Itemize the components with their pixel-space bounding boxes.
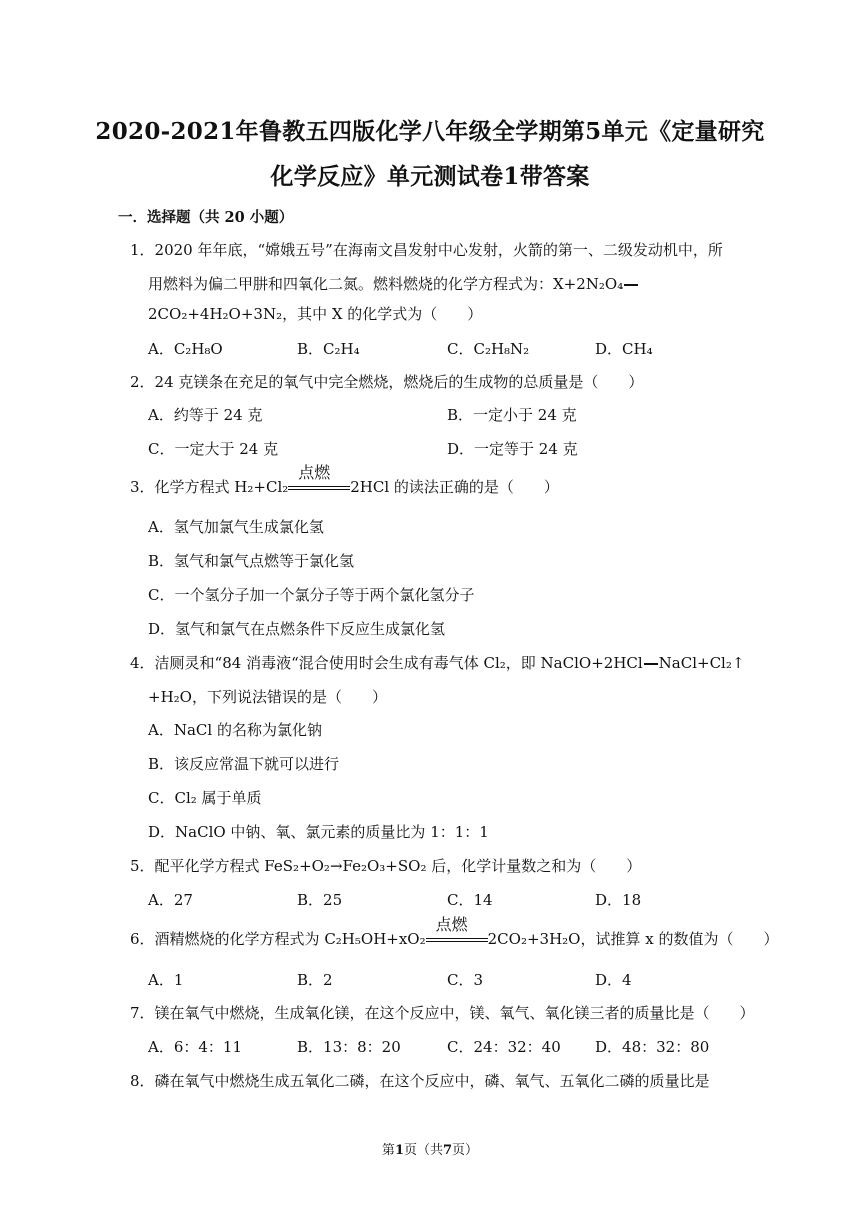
question-1-option-a: A．C₂H₈O (148, 340, 223, 358)
question-2-option-d: D．一定等于 24 克 (447, 440, 578, 458)
question-6-option-b: B．2 (297, 971, 333, 989)
reaction-condition-label: 点燃 (435, 915, 468, 934)
question-1-option-c: C．C₂H₈N₂ (447, 340, 530, 358)
question-7-option-b: B．13：8：20 (297, 1038, 401, 1056)
question-7-line1: 7．镁在氧气中燃烧，生成氧化镁，在这个反应中，镁、氧气、氧化镁三者的质量比是（ ） (130, 1004, 755, 1022)
page-footer: 第1页（共7页） (381, 1143, 479, 1158)
question-6-line1: 6．酒精燃烧的化学方程式为 C₂H₅OH+xO₂ 点燃 2CO₂+3H₂O，试推算 x 的数值为（ ） (130, 915, 779, 948)
question-6-option-a: A．1 (148, 971, 184, 989)
question-1-line3: 2CO₂+4H₂O+3N₂，其中 X 的化学式为（ ） (148, 305, 483, 323)
question-2-option-b: B．一定小于 24 克 (447, 406, 577, 424)
question-1-line2: 用燃料为偏二甲肼和四氧化二氮。燃料燃烧的化学方程式为：X+2N₂O₄ (148, 274, 639, 294)
question-3-option-a: A．氢气加氯气生成氯化氢 (148, 518, 324, 536)
question-5-option-b: B．25 (297, 891, 343, 909)
total-page-count: 7 (443, 1143, 453, 1158)
question-1-option-b: B．C₂H₄ (297, 340, 360, 358)
question-8-line1: 8．磷在氧气中燃烧生成五氧化二磷，在这个反应中，磷、氧气、五氧化二磷的质量比是 (130, 1072, 710, 1090)
question-2-line1: 2．24 克镁条在充足的氧气中完全燃烧，燃烧后的生成物的总质量是（ ） (130, 373, 644, 391)
question-4-option-c: C．Cl₂ 属于单质 (148, 789, 262, 807)
question-1-option-d: D．CH₄ (595, 340, 653, 358)
question-5-option-c: C．14 (447, 891, 493, 909)
question-5-option-d: D．18 (595, 891, 642, 909)
section-heading: 一．选择题（共 20 小题） (118, 209, 294, 226)
question-3-line1: 3．化学方程式 H₂+Cl₂ 点燃 2HCl 的读法正确的是（ ） (130, 463, 559, 496)
question-3-option-d: D．氢气和氯气在点燃条件下反应生成氯化氢 (148, 620, 446, 638)
question-4-line1: 4．洁厕灵和“84 消毒液“混合使用时会生成有毒气体 Cl₂，即 NaClO+2HCl NaCl+Cl₂↑ (130, 654, 745, 672)
document-title-line1: 2020-2021年鲁教五四版化学八年级全学期第5单元《定量研究 (95, 118, 765, 145)
question-4-option-b: B．该反应常温下就可以进行 (148, 755, 340, 773)
question-3-option-b: B．氢气和氯气点燃等于氯化氢 (148, 552, 355, 570)
question-6-option-d: D．4 (595, 971, 632, 989)
question-4-option-d: D．NaClO 中钠、氧、氯元素的质量比为 1：1：1 (148, 823, 489, 841)
question-2-option-a: A．约等于 24 克 (148, 406, 263, 424)
question-2-option-c: C．一定大于 24 克 (148, 440, 279, 458)
reaction-condition-arrow (288, 463, 350, 497)
question-4-option-a: A．NaCl 的名称为氯化钠 (148, 721, 322, 739)
question-5-line1: 5．配平化学方程式 FeS₂+O₂→Fe₂O₃+SO₂ 后，化学计量数之和为（ ） (130, 857, 642, 875)
equation-dash (644, 663, 658, 665)
equation-dash (624, 284, 638, 286)
document-title-line2: 化学反应》单元测试卷1带答案 (270, 163, 590, 190)
question-6-option-c: C．3 (447, 971, 484, 989)
question-5-option-a: A．27 (148, 891, 193, 909)
question-7-option-c: C．24：32：40 (447, 1038, 561, 1056)
question-3-option-c: C．一个氢分子加一个氯分子等于两个氯化氢分子 (148, 586, 475, 604)
question-7-option-a: A．6：4：11 (148, 1038, 243, 1056)
question-1-line1: 1．2020 年年底，“嫦娥五号”在海南文昌发射中心发射，火箭的第一、二级发动机中，所 (130, 241, 723, 259)
current-page-number: 1 (394, 1143, 404, 1158)
reaction-condition-label: 点燃 (298, 463, 331, 482)
question-4-line2: +H₂O，下列说法错误的是（ ） (148, 688, 387, 706)
question-7-option-d: D．48：32：80 (595, 1038, 710, 1056)
reaction-condition-arrow (426, 915, 488, 949)
